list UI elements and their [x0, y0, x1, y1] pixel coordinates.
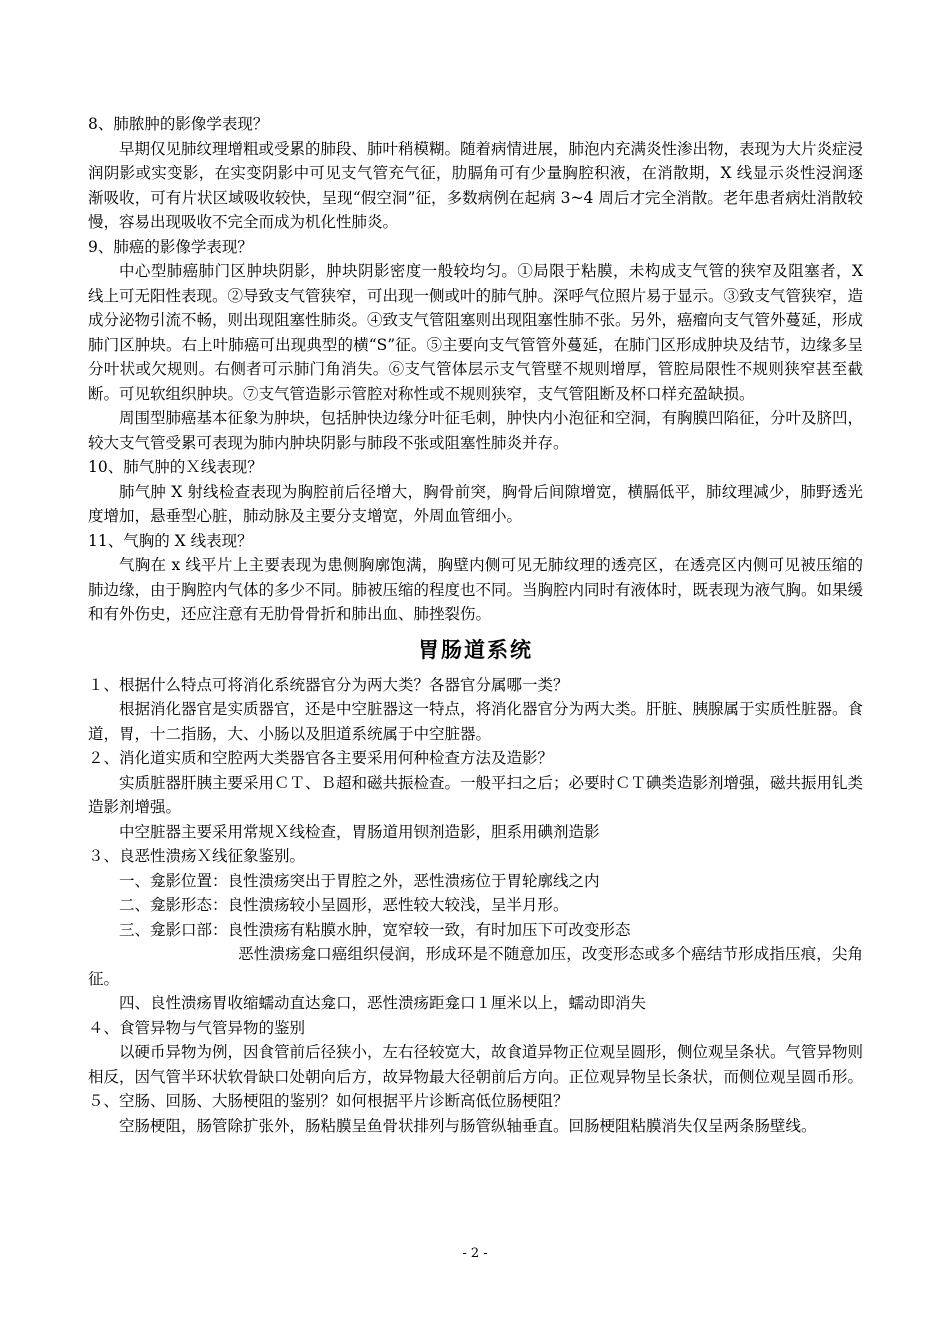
section-title-gi: 胃肠道系统	[418, 636, 533, 662]
answer-9-peripheral: 周围型肺癌基本征象为肿块，包括肿快边缘分叶征毛刺，肿快内小泡征和空洞，有胸膜凹陷征，分叶及脐凹，较大支气管受累可表现为肺内肿块阴影与肺段不张或阻塞性肺炎并存。	[88, 409, 864, 452]
answer-9-central: 中心型肺癌肺门区肿块阴影，肿块阴影密度一般较均匀。①局限于粘膜，未构成支气管的狭窄及阻塞者，X 线上可无阳性表现。②导致支气管狭窄，可出现一侧或叶的肺气肿。深呼气位照片易于显示。③致支气管狭窄，造成分泌物引流不畅，则出现阻塞性肺炎。④致支气管阻塞则出现阻塞性肺不张。另外，癌瘤向支气管外蔓延，形成肺门区肿块。右上叶肺癌可出现典型的横“S”征。⑤主要向支气管管外蔓延，在肺门区形成肿块及结节，边缘多呈分叶状或欠规则。右侧者可示肺门角消失。⑥支气管体层示支气管壁不规则增厚，管腔局限性不规则狭窄甚至截断。可见软组织肿块。⑦支气管造影示管腔对称性或不规则狭窄，支气管阻断及杯口样充盈缺损。	[88, 262, 864, 403]
gi-answer-3-shape: 二、龛影形态：良性溃疡较小呈圆形，恶性较大较浅，呈半月形。	[119, 896, 569, 914]
gi-answer-2-solid: 实质脏器肝胰主要采用ＣＴ、Ｂ超和磁共振检查。一般平扫之后；必要时ＣＴ碘类造影剂增强，磁共振用钆类造影剂增强。	[88, 773, 864, 816]
gi-answer-3-peristalsis: 四、良性溃疡胃收缩蠕动直达龛口，恶性溃疡距龛口１厘米以上，蠕动即消失	[119, 994, 647, 1012]
question-9: 9、肺癌的影像学表现？	[88, 237, 253, 256]
gi-answer-1: 根据消化器官是实质器官，还是中空脏器这一特点，将消化器官分为两大类。肝脏、胰腺属于实质性脏器。食道，胃，十二指肠，大、小肠以及胆道系统属于中空脏器。	[88, 700, 864, 743]
gi-answer-3-position: 一、龛影位置：良性溃疡突出于胃腔之外，恶性溃疡位于胃轮廓线之内	[119, 871, 600, 890]
answer-10: 肺气肿 X 射线检查表现为胸腔前后径增大，胸骨前突，胸骨后间隙增宽，横膈低平，肺纹理减少，肺野透光度增加，悬垂型心脏，肺动脉及主要分支增宽，外周血管细小。	[88, 482, 863, 525]
gi-question-1: １、根据什么特点可将消化系统器官分为两大类？各器官分属哪一类？	[88, 675, 569, 694]
answer-8: 早期仅见肺纹理增粗或受累的肺段、肺叶稍模糊。随着病情进展，肺泡内充满炎性渗出物，表现为大片炎症浸润阴影或实变影，在实变阴影中可见支气管充气征，肋膈角可有少量胸腔积液，在消散期，X 线显示炎性浸润逐渐吸收，可有片状区域吸收较快，呈现“假空洞”征，多数病例在起病 3~4 周后才完全消散。老年患者病灶消散较慢，容易出现吸收不完全而成为机化性肺炎。	[88, 139, 864, 231]
gi-answer-3-malignant: 恶性溃疡龛口癌组织侵润，形成环是不随意加压，改变形态或多个癌结节形成指压痕，尖角征。	[88, 945, 863, 988]
page-number: - 2 -	[462, 1246, 488, 1261]
gi-question-4: ４、食管异物与气管异物的鉴别	[88, 1018, 306, 1037]
gi-answer-3-mouth: 三、龛影口部：良性溃疡有粘膜水肿，宽窄较一致，有时加压下可改变形态	[119, 920, 631, 939]
gi-question-3: ３、良恶性溃疡Ｘ线征象鉴别。	[88, 847, 306, 865]
answer-11: 气胸在 x 线平片上主要表现为患侧胸廓饱满，胸壁内侧可见无肺纹理的透亮区，在透亮区内侧可见被压缩的肺边缘，由于胸腔内气体的多少不同。肺被压缩的程度也不同。当胸腔内同时有液体时，既表现为液气胸。如果缓和有外伤史，还应注意有无肋骨骨折和肺出血、肺挫裂伤。	[88, 556, 864, 623]
gi-answer-4: 以硬币异物为例，因食管前后径狭小，左右径较宽大，故食道异物正位观呈圆形，侧位观呈条状。气管异物则相反，因气管半环状软骨缺口处朝向后方，故异物最大径朝前后方向。正位观异物呈长条状，而侧位观呈圆币形。	[88, 1043, 864, 1086]
gi-question-2: ２、消化道实质和空腔两大类器官各主要采用何种检查方法及造影？	[88, 749, 554, 767]
document-body	[88, 112, 863, 1138]
question-8: 8、肺脓肿的影像学表现？	[88, 115, 269, 133]
question-11: 11、气胸的 X 线表现？	[88, 531, 253, 550]
question-10: 10、肺气肿的Ｘ线表现？	[88, 458, 263, 476]
gi-answer-2-hollow: 中空脏器主要采用常规Ｘ线检查，胃肠道用钡剂造影，胆系用碘剂造影	[119, 822, 600, 841]
gi-question-5: ５、空肠、回肠、大肠梗阻的鉴别？如何根据平片诊断高低位肠梗阻？	[88, 1092, 569, 1110]
gi-answer-5: 空肠梗阻，肠管除扩张外，肠粘膜呈鱼骨状排列与肠管纵轴垂直。回肠梗阻粘膜消失仅呈两条肠壁线。	[119, 1116, 817, 1135]
